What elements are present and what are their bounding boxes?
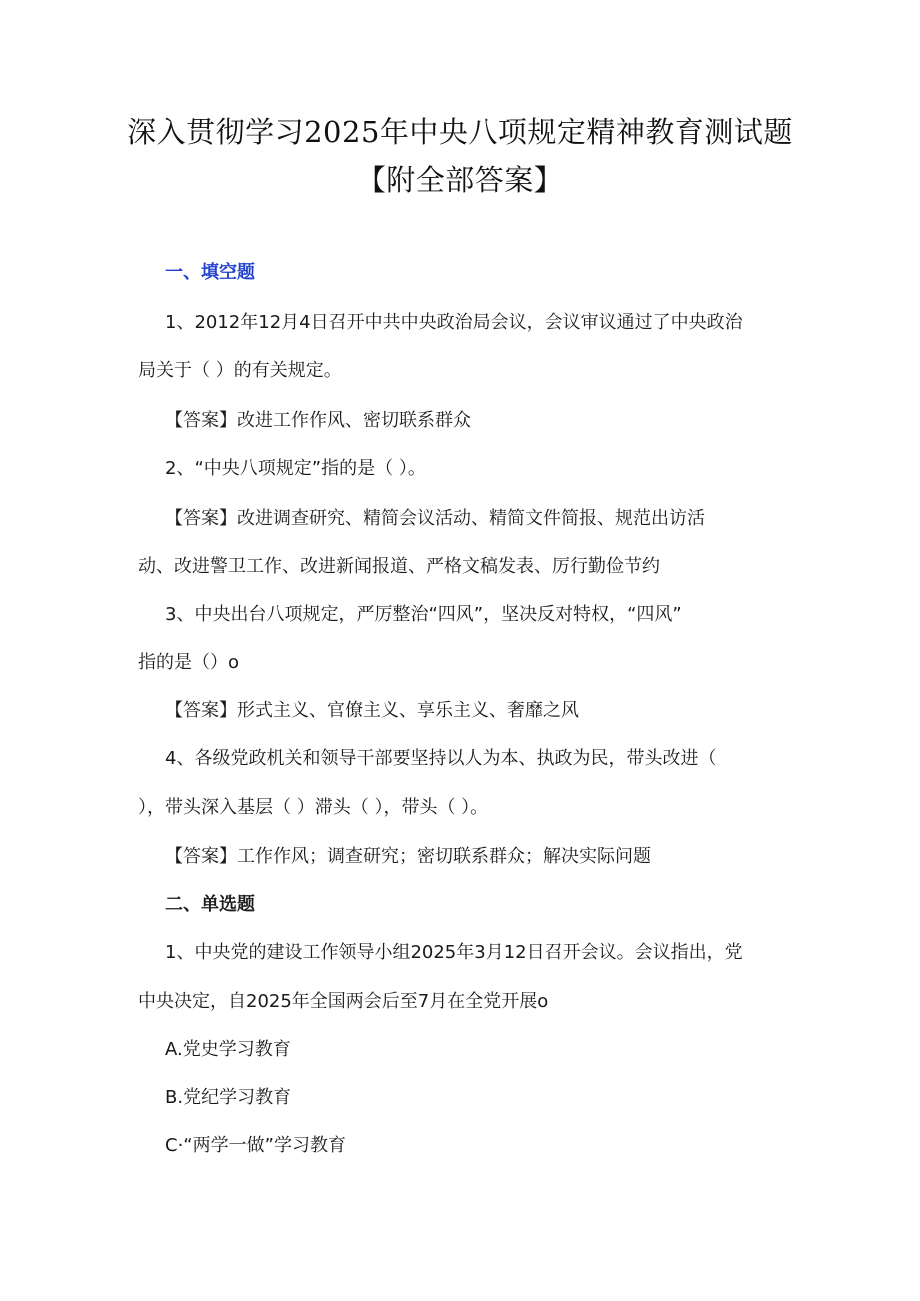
question-2-answer-line-1: 【答案】改进调查研究、精简会议活动、精简文件简报、规范出访活 <box>165 508 705 529</box>
question-2-line-1: 2、“中央八项规定”指的是（ ）。 <box>165 458 426 479</box>
question-3-line-1: 3、中央出台八项规定，严厉整治“四风”，坚决反对特权，“四风” <box>165 604 682 625</box>
question-4-line-2: ），带头深入基层（ ）滞头（ ），带头（ ）。 <box>138 797 489 818</box>
choice-question-1-line-1: 1、中央党的建设工作领导小组2025年3月12日召开会议。会议指出，党 <box>165 942 743 963</box>
choice-question-1-line-2: 中央决定，自2025年全国两会后至7月在全党开展o <box>138 991 549 1012</box>
section-heading-single-choice: 二、单选题 <box>165 894 255 915</box>
document-title-line-1: 深入贯彻学习2025年中央八项规定精神教育测试题 <box>127 115 793 149</box>
question-1-line-2: 局关于（ ）的有关规定。 <box>138 360 342 381</box>
choice-option-a: A.党史学习教育 <box>165 1039 291 1060</box>
question-3-answer: 【答案】形式主义、官僚主义、享乐主义、奢靡之风 <box>165 700 579 721</box>
choice-option-c: C·“两学一做”学习教育 <box>165 1135 346 1156</box>
question-2-answer-line-2: 动、改进警卫工作、改进新闻报道、严格文稿发表、厉行勤俭节约 <box>138 556 660 577</box>
section-heading-fill-in: 一、填空题 <box>165 262 255 283</box>
question-4-answer: 【答案】工作作风；调查研究；密切联系群众；解决实际问题 <box>165 846 651 867</box>
question-3-line-2: 指的是（）o <box>138 652 240 673</box>
choice-option-b: B.党纪学习教育 <box>165 1087 292 1108</box>
question-4-line-1: 4、各级党政机关和领导干部要坚持以人为本、执政为民，带头改进（ <box>165 748 717 769</box>
document-title-line-2: 【附全部答案】 <box>356 163 564 197</box>
question-1-answer: 【答案】改进工作作风、密切联系群众 <box>165 410 471 431</box>
question-1-line-1: 1、2012年12月4日召开中共中央政治局会议，会议审议通过了中央政治 <box>165 312 743 333</box>
